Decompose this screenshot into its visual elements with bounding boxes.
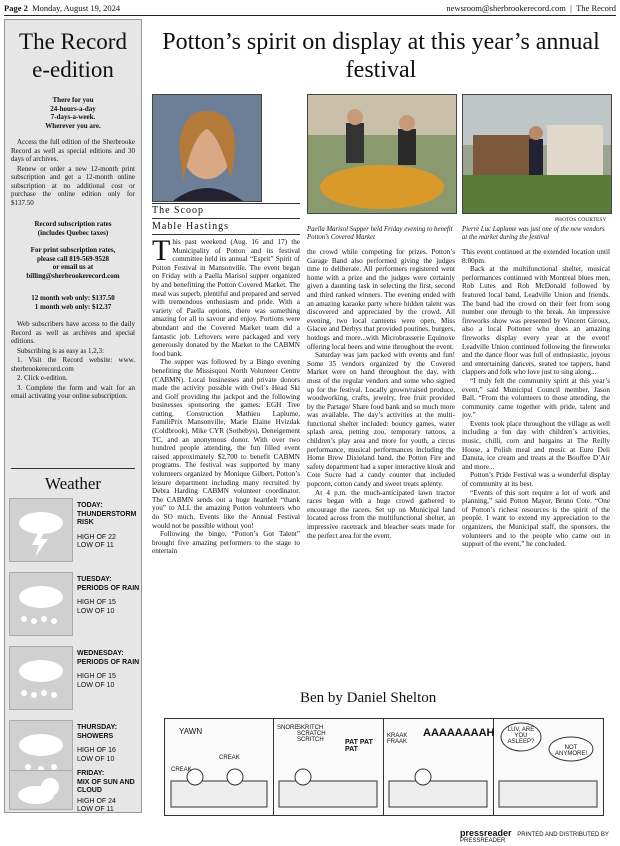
header-email[interactable]: newsroom@sherbrookerecord.com: [446, 3, 566, 13]
forecast-tuesday: TUESDAY: PERIODS OF RAIN HIGH OF 15 LOW OF 10: [7, 572, 139, 636]
comic-panel-4: LUV, ARE YOU ASLEEP? NOT ANYMORE!: [493, 719, 603, 815]
comic-strip: [164, 718, 604, 816]
forecast-today: TODAY: THUNDERSTORM RISK HIGH OF 22 LOW OF 11: [7, 498, 139, 562]
pressreader-logo[interactable]: pressreader: [460, 828, 512, 838]
byline-rule: [152, 218, 300, 219]
forecast-friday: FRIDAY: MIX OF SUN AND CLOUD HIGH OF 24 LOW OF 11: [7, 770, 139, 810]
header-right: newsroom@sherbrookerecord.com | The Record: [446, 3, 616, 13]
comic-panel-1: YAWN CREAK CREAK: [165, 719, 274, 815]
sun-cloud-icon: [9, 770, 73, 810]
paper-name: The Record: [576, 3, 616, 13]
article-column-3: This event continued at the extended location until 8:00pm. Back at the multifunctional shelter, musical performances continued with Montreal blues men, Rob Lutes and Rob McDonald followed by featured local band, Leadville Union and friends. The band had the crowd on their feet from song number one through to the break. An impressive fireworks show was presented by Vincent Giroux, also a local Pottoner who does an amazing fireworks display every year at the event! Leadville Union continued following the fireworks and the dance floor was full of enthusiastic, joyous and entertaining dancers, seated toe tappers, hand clappers and folk who love just to sing along... “I truly felt the community spirit at this year’s event,” said Municipal Council member, Jason Ball. “From the volunteers to those attending, the community came together with pride, talent and joy.” Events took place throughout the village as well including a fun day with children’s activities, music, chilli, corn and bargains at The Reilly House, a Polish meal and music at Euro Deli Danuta, ice cream and treats at the Bouffee D’Air and more... Potton’s Pride Festival was a wonderful display of community at its best. “Events of this sort require a lot of work and planning,” said Potton Mayor, Bruno Cote. “One of Potton’s richest resources is the spirit of the people. I want to extend my appreciation to the organizers, the Municipal staff, the sponsors, the volunteers and to the people who came out in support of the event,” he concluded.: [462, 248, 610, 549]
divider: [11, 468, 135, 469]
page-header: [4, 2, 616, 16]
sidebar-title: The Record e-edition: [19, 29, 127, 82]
rates-title: Record subscription rates (includes Quebec taxes): [34, 220, 112, 237]
comic-panel-2: SNORE SKRITCH SCRATCH SCRITCH PAT PAT PAT: [273, 719, 384, 815]
vendor-photo: [462, 94, 612, 214]
author-photo: [152, 94, 262, 202]
web-rates: 12 month web only: $137.50 1 month web only: $12.37: [31, 294, 115, 311]
rain-icon: [9, 646, 73, 710]
column-name: The Scoop: [152, 205, 205, 216]
weather-title: Weather: [44, 474, 102, 493]
forecast-wednesday: WEDNESDAY: PERIODS OF RAIN HIGH OF 15 LOW OF 10: [7, 646, 139, 710]
sidebar-tagline: There for you 24-hours-a-day 7-days-a-week. Wherever you are.: [45, 96, 101, 130]
author-name: Mable Hastings: [152, 221, 230, 232]
thunderstorm-icon: [9, 498, 73, 562]
photo-credit: PHOTOS COURTESY: [555, 217, 607, 223]
billing-email[interactable]: billing@sherbrookerecord.com: [26, 271, 120, 280]
print-info: For print subscription rates, please call 819-569-9528 or email us at billing@sherbrookerecord.com: [11, 246, 135, 280]
caption-vendor: Pierre Luc Laplume was just one of the new vendors at the market during the festival: [462, 226, 605, 241]
caption-paella: Paella Marisol Supper held Friday evening to benefit Potton’s Covered Market: [307, 226, 453, 241]
byline-rule: [152, 234, 300, 235]
pressreader-footer: pressreader PRINTED AND DISTRIBUTED BY PRESSREADER: [460, 828, 609, 844]
forecast-thursday: THURSDAY: SHOWERS HIGH OF 16 LOW OF 10: [7, 720, 139, 784]
comic-title: Ben by Daniel Shelton: [300, 690, 437, 706]
web-info: Web subscribers have access to the daily Record as well as archives and special editions. Subscribing is as easy as 1,2,3: 1. Visit the Record website: www. sherbrookerecord.com 2. Click e-edition. 3. Complete the form and wait for an email activating your online subscription.: [11, 320, 135, 400]
byline-rule: [152, 203, 300, 204]
rain-icon: [9, 572, 73, 636]
article-column-2: the crowd while competing for prizes. Potton’s Garage Band also performed giving the judges time to deliberate. All performers registered went home with a prize and the judges were certainly given a daunting task in selecting the first, second and third ranked winners. The evening ended with an amazing karaoke party where hidden talent was discovered and appreciated by the crowd. All evening, two local canteens were open, Miss Glacee and Derbys that provided poutines, burgers, hotdogs and more...with Microbrasserie Equinoxe offering local beers and wine throughout the event. Saturday was jam packed with events and fun! Some 35 vendors organized by the Covered Market were on hand throughout the day, with most of the regular vendors and some who signed up for the festival. Locally grown/raised produce, woodworking, crafts, jewelry, free fruit provided by the Partage/ Share food bank and so much more was available. The day’s activities at the multi-functional shelter included: bouncy games, water splash area, petting zoo, temporary tattoos, a children’s play area and more for youth, a circus performance, musical performances including the Home Brew Dixieland band, the Potton Fire and safety department had a super interactive kiosk and Cote Sucre had a candy counter that included popcorn, cotton candy and sweet treats aplenty. At 4 p.m. the much-anticipated lawn tractor races began with a huge crowd gathered to encourage the racers. Set up on Municipal land located across from the multifunctional shelter, an impressive racetrack and bleacher seats made for the perfect area for the event.: [307, 248, 455, 540]
drop-cap: T: [152, 238, 171, 267]
article-headline: Potton’s spirit on display at this year’s annual festival: [162, 29, 600, 83]
comic-panel-3: KRAAK FRAAK AAAAAAAAH: [383, 719, 494, 815]
paella-photo: [307, 94, 457, 214]
page-info: Page 2 Monday, August 19, 2024: [4, 3, 121, 13]
article-column-1: This past weekend (Aug. 16 and 17) the Municipality of Potton and its festival committee held its annual “Esprit” Spirit of Potton Festival in Mansonville. The event began on Friday with a Paella Marisol supper organized by and benefitting the Potton Covered Market. The meal was superb, plentiful and prepared and served with tremendous enthusiasm and pride. With a variety of Paella options, there was something amazing for all to savour and enjoy. Portions were abundant and the Covered Market team did a fantastic job. Leftovers were packaged and very generously donated by the Market to the CABMN food bank. The supper was followed by a Bingo evening benefiting the Missisquoi North Volunteer Centre (CABMN). Local businesses and private donors made the activity possible with Owl’s Head Ski and Golf providing the jackpot and the following businesses sponsoring the games: EGH Tree cutting, Construction Mathieu Laplume, FamiliPrix Mansonville, Marie Elaine Hvizdak (Coldbrook), Mike CYR (Sothebys), Deneigement TC, and an anonymous donor. With over two hundred people attending, the fun filled event raised approximately $2,700 to benefit CABMN programs. The festival was supported by many volunteers organized by Monique Gilbert, Potton’s leisure department including many recruited by Debra Harding CABMN volunteer coordinator. The CABMN sends out a huge heartfelt “thank you” to ALL the amazing Potton volunteers who do SO much. Events like the Annual Festival would not be possible without you! Following the bingo, “Potton’s Got Talent” brought five amazing performers to the stage to entertain: [152, 238, 300, 556]
e-edition-sidebar: [4, 19, 142, 813]
sidebar-intro: Access the full edition of the Sherbrooke Record as well as special editions and 30 days of archives. Renew or order a new 12-month print subscription and get a 12-month online subscription at no additional cost or purchase the online edition only for $137.50: [11, 138, 135, 207]
